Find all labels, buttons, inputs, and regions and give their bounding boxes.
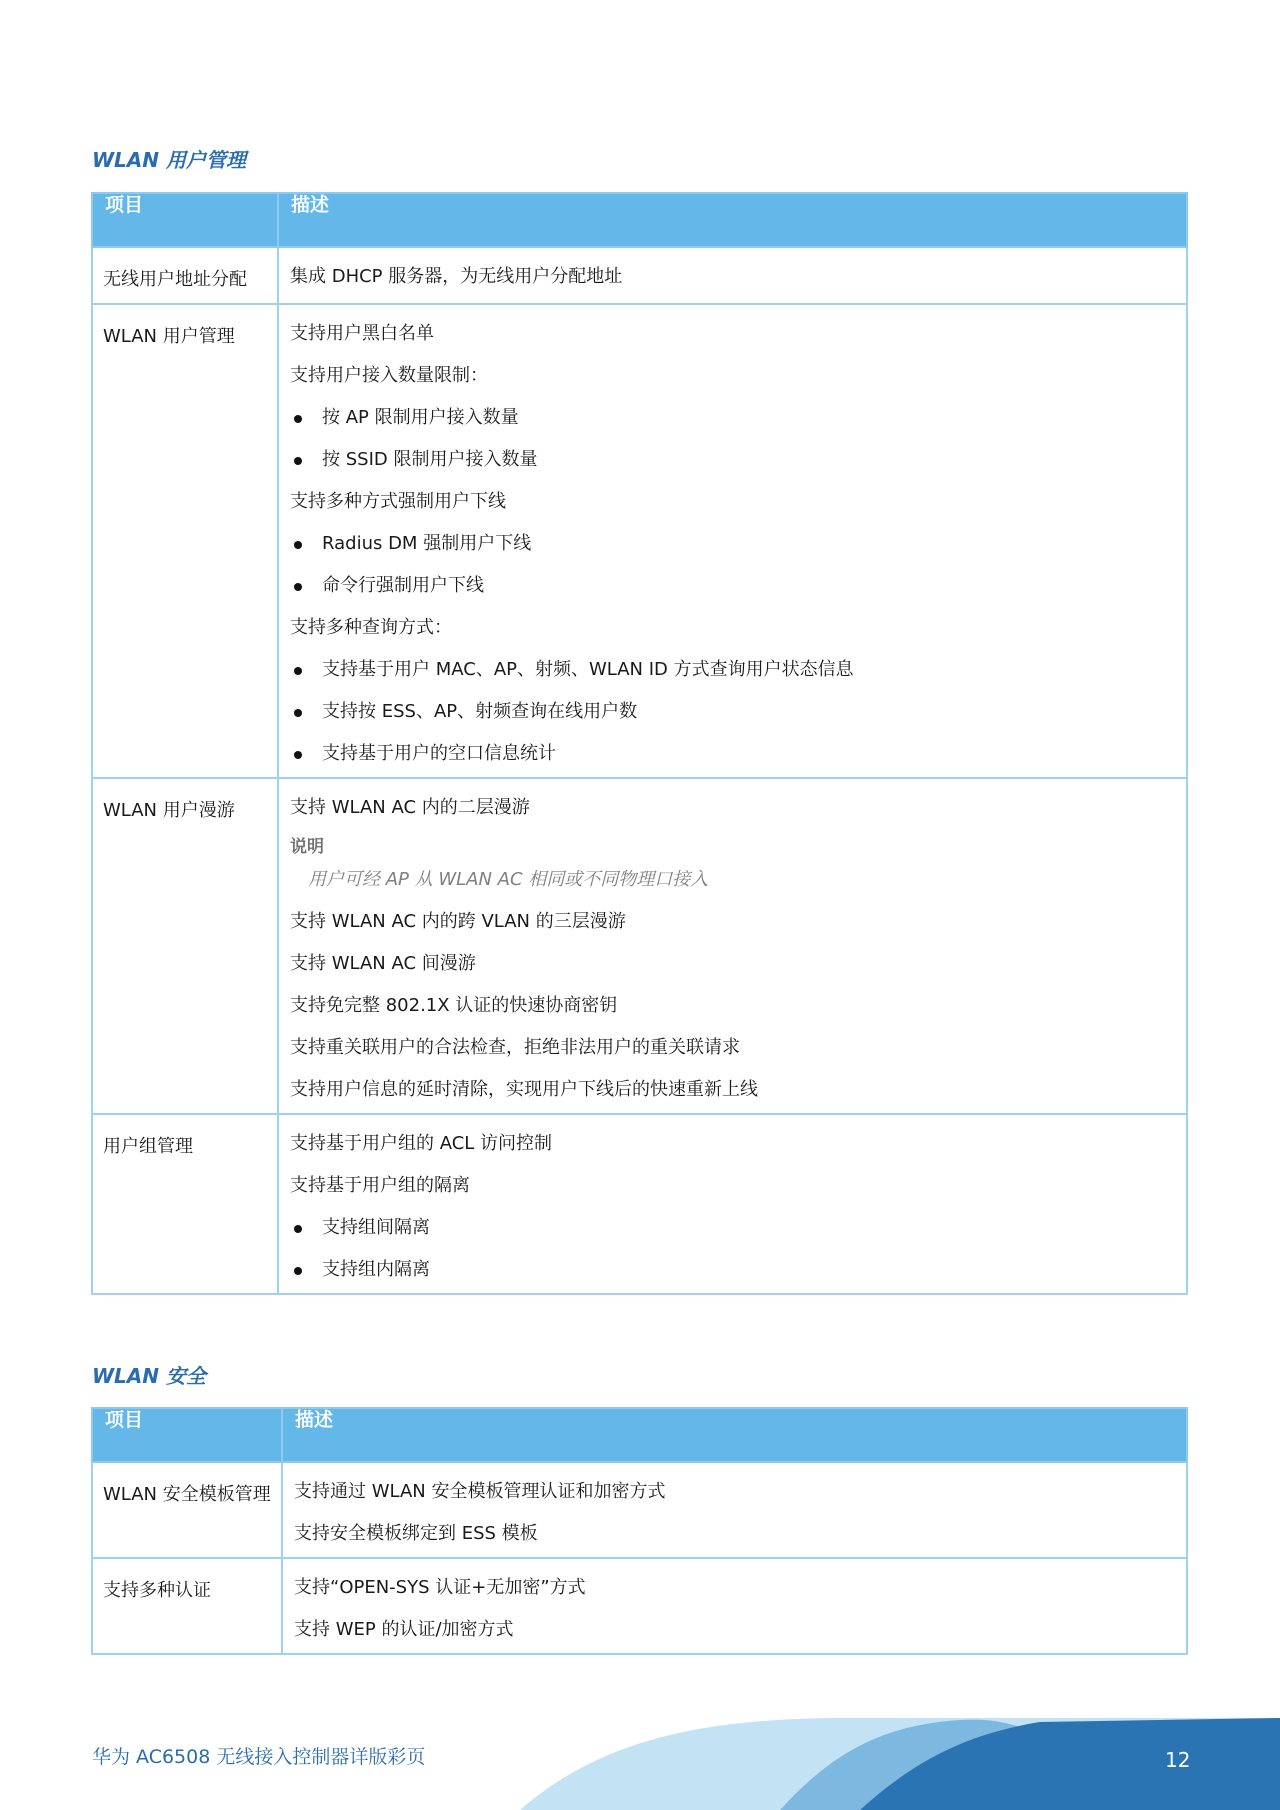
header-desc: 描述: [278, 193, 1187, 247]
header-item: 项目: [92, 193, 278, 247]
bullet-text: 按 SSID 限制用户接入数量: [322, 449, 538, 470]
bullet-text: Radius DM 强制用户下线: [322, 533, 532, 554]
description-line: 支持用户信息的延时清除，实现用户下线后的快速重新上线: [290, 1079, 758, 1100]
row-item-label: 支持多种认证: [92, 1558, 282, 1654]
row-item-label: WLAN 用户管理: [92, 304, 278, 778]
page-number: 12: [1165, 1748, 1191, 1772]
description-line: 支持“OPEN-SYS 认证+无加密”方式: [294, 1577, 586, 1598]
section-title-wlan-user: WLAN 用户管理: [92, 148, 246, 172]
description-line: 支持 WLAN AC 间漫游: [290, 953, 476, 974]
header-desc: 描述: [282, 1408, 1187, 1462]
description-line: 支持安全模板绑定到 ESS 模板: [294, 1523, 538, 1544]
header-item: 项目: [92, 1408, 282, 1462]
description-line: 支持免完整 802.1X 认证的快速协商密钥: [290, 995, 618, 1016]
description-line: 支持通过 WLAN 安全模板管理认证和加密方式: [294, 1481, 666, 1502]
row-item-label: 无线用户地址分配: [92, 247, 278, 304]
bullet-text: 支持基于用户 MAC、AP、射频、WLAN ID 方式查询用户状态信息: [322, 659, 854, 680]
bullet-text: 支持基于用户的空口信息统计: [322, 743, 556, 764]
row-item-label: WLAN 安全模板管理: [92, 1462, 282, 1558]
bullet-text: 支持组间隔离: [322, 1217, 430, 1238]
description-line: 支持基于用户组的 ACL 访问控制: [290, 1133, 553, 1154]
bullet-text: 支持按 ESS、AP、射频查询在线用户数: [322, 701, 638, 722]
description-line: 支持重关联用户的合法检查，拒绝非法用户的重关联请求: [290, 1037, 740, 1058]
description-line: 支持 WEP 的认证/加密方式: [294, 1619, 514, 1640]
note-body: 用户可经 AP 从 WLAN AC 相同或不同物理口接入: [308, 869, 709, 890]
bullet-text: 支持组内隔离: [322, 1259, 430, 1280]
description-line: 支持多种查询方式：: [290, 617, 452, 638]
section-title-wlan-security: WLAN 安全: [92, 1364, 206, 1388]
description-line: 支持用户接入数量限制：: [290, 365, 488, 386]
footer-doc-title: 华为 AC6508 无线接入控制器详版彩页: [92, 1746, 426, 1768]
row-item-label: 用户组管理: [92, 1114, 278, 1294]
bullet-text: 按 AP 限制用户接入数量: [322, 407, 519, 428]
description-line: 支持 WLAN AC 内的二层漫游: [290, 797, 530, 818]
row-item-label: WLAN 用户漫游: [92, 778, 278, 1114]
description-line: 支持 WLAN AC 内的跨 VLAN 的三层漫游: [290, 911, 626, 932]
bullet-text: 命令行强制用户下线: [322, 575, 484, 596]
description-line: 支持基于用户组的隔离: [290, 1175, 470, 1196]
description-line: 支持用户黑白名单: [290, 323, 434, 344]
description-line: 集成 DHCP 服务器，为无线用户分配地址: [290, 266, 623, 287]
description-line: 支持多种方式强制用户下线: [290, 491, 506, 512]
note-title: 说明: [290, 837, 324, 857]
